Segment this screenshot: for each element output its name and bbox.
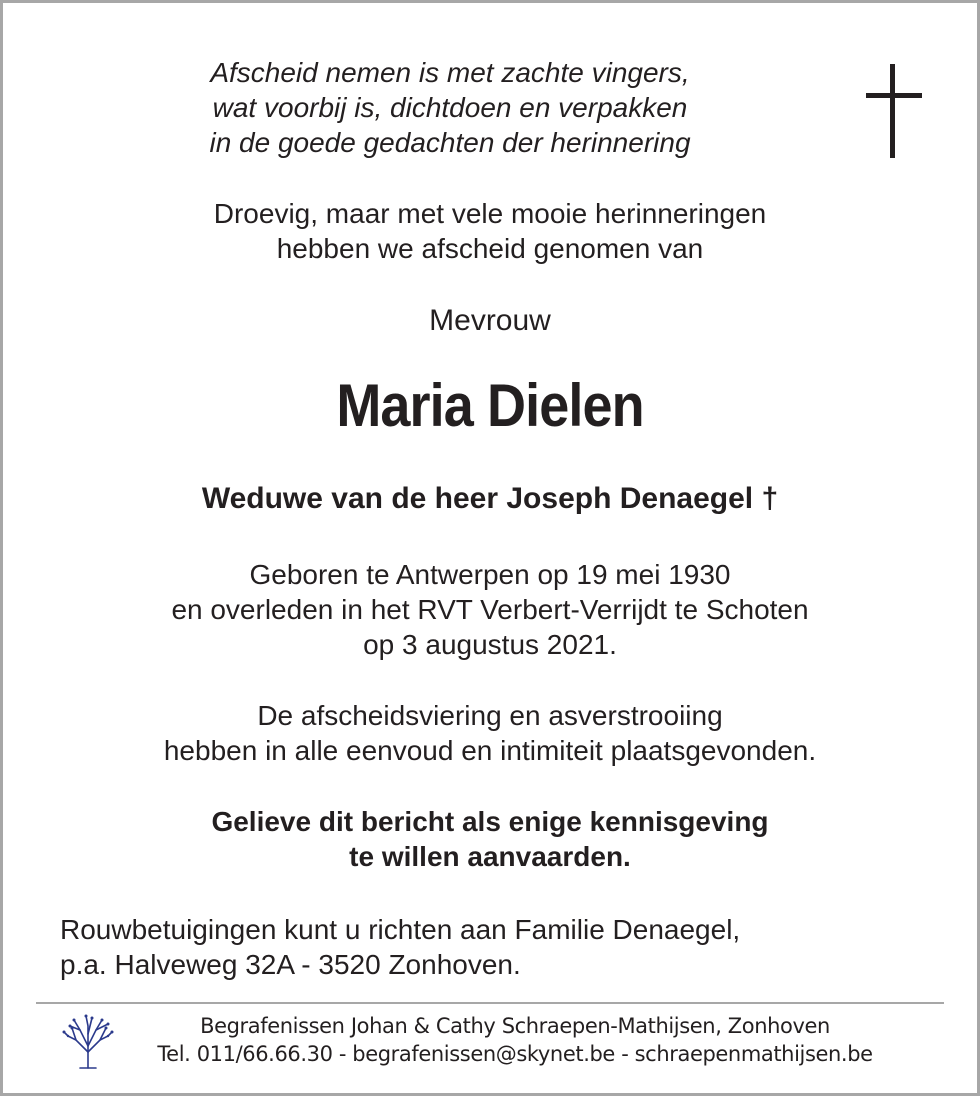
- notice-line: Gelieve dit bericht als enige kennisgeving: [211, 806, 769, 837]
- life-line: op 3 augustus 2021.: [363, 629, 617, 660]
- footer-company: Begrafenissen Johan & Cathy Schraepen-Mathijsen, Zonhoven: [200, 1014, 830, 1038]
- tree-logo-icon: [62, 1012, 114, 1070]
- poem-line: in de goede gedachten der herinnering: [209, 127, 691, 158]
- poem-line: Afscheid nemen is met zachte vingers,: [210, 57, 690, 88]
- notice-line: te willen aanvaarden.: [349, 841, 631, 872]
- contact-line: Rouwbetuigingen kunt u richten aan Familie Denaegel,: [60, 914, 741, 945]
- funeral-home-footer: [120, 1012, 910, 1068]
- life-details: [0, 557, 980, 662]
- poem: [140, 55, 760, 160]
- footer-details: Tel. 011/66.66.30 - begrafenissen@skynet.be - schraepenmathijsen.be: [157, 1042, 873, 1066]
- intro-text: [0, 196, 980, 266]
- footer-divider: [36, 1002, 944, 1004]
- ceremony-text: [0, 698, 980, 768]
- honorific: Mevrouw: [429, 304, 551, 337]
- notice-text: [0, 804, 980, 874]
- ceremony-line: De afscheidsviering en asverstrooiing: [257, 700, 723, 731]
- cross-icon: [866, 64, 922, 158]
- ceremony-line: hebben in alle eenvoud en intimiteit plaatsgevonden.: [163, 735, 817, 766]
- deceased-name: Maria Dielen: [336, 372, 644, 439]
- life-line: en overleden in het RVT Verbert-Verrijdt te Schoten: [171, 594, 809, 625]
- poem-line: wat voorbij is, dichtdoen en verpakken: [212, 92, 688, 123]
- spouse-line: Weduwe van de heer Joseph Denaegel †: [201, 482, 779, 515]
- contact-line: p.a. Halveweg 32A - 3520 Zonhoven.: [60, 949, 521, 980]
- intro-line: Droevig, maar met vele mooie herinneringen: [213, 198, 767, 229]
- intro-line: hebben we afscheid genomen van: [276, 233, 704, 264]
- life-line: Geboren te Antwerpen op 19 mei 1930: [249, 559, 731, 590]
- contact-address: [60, 912, 740, 982]
